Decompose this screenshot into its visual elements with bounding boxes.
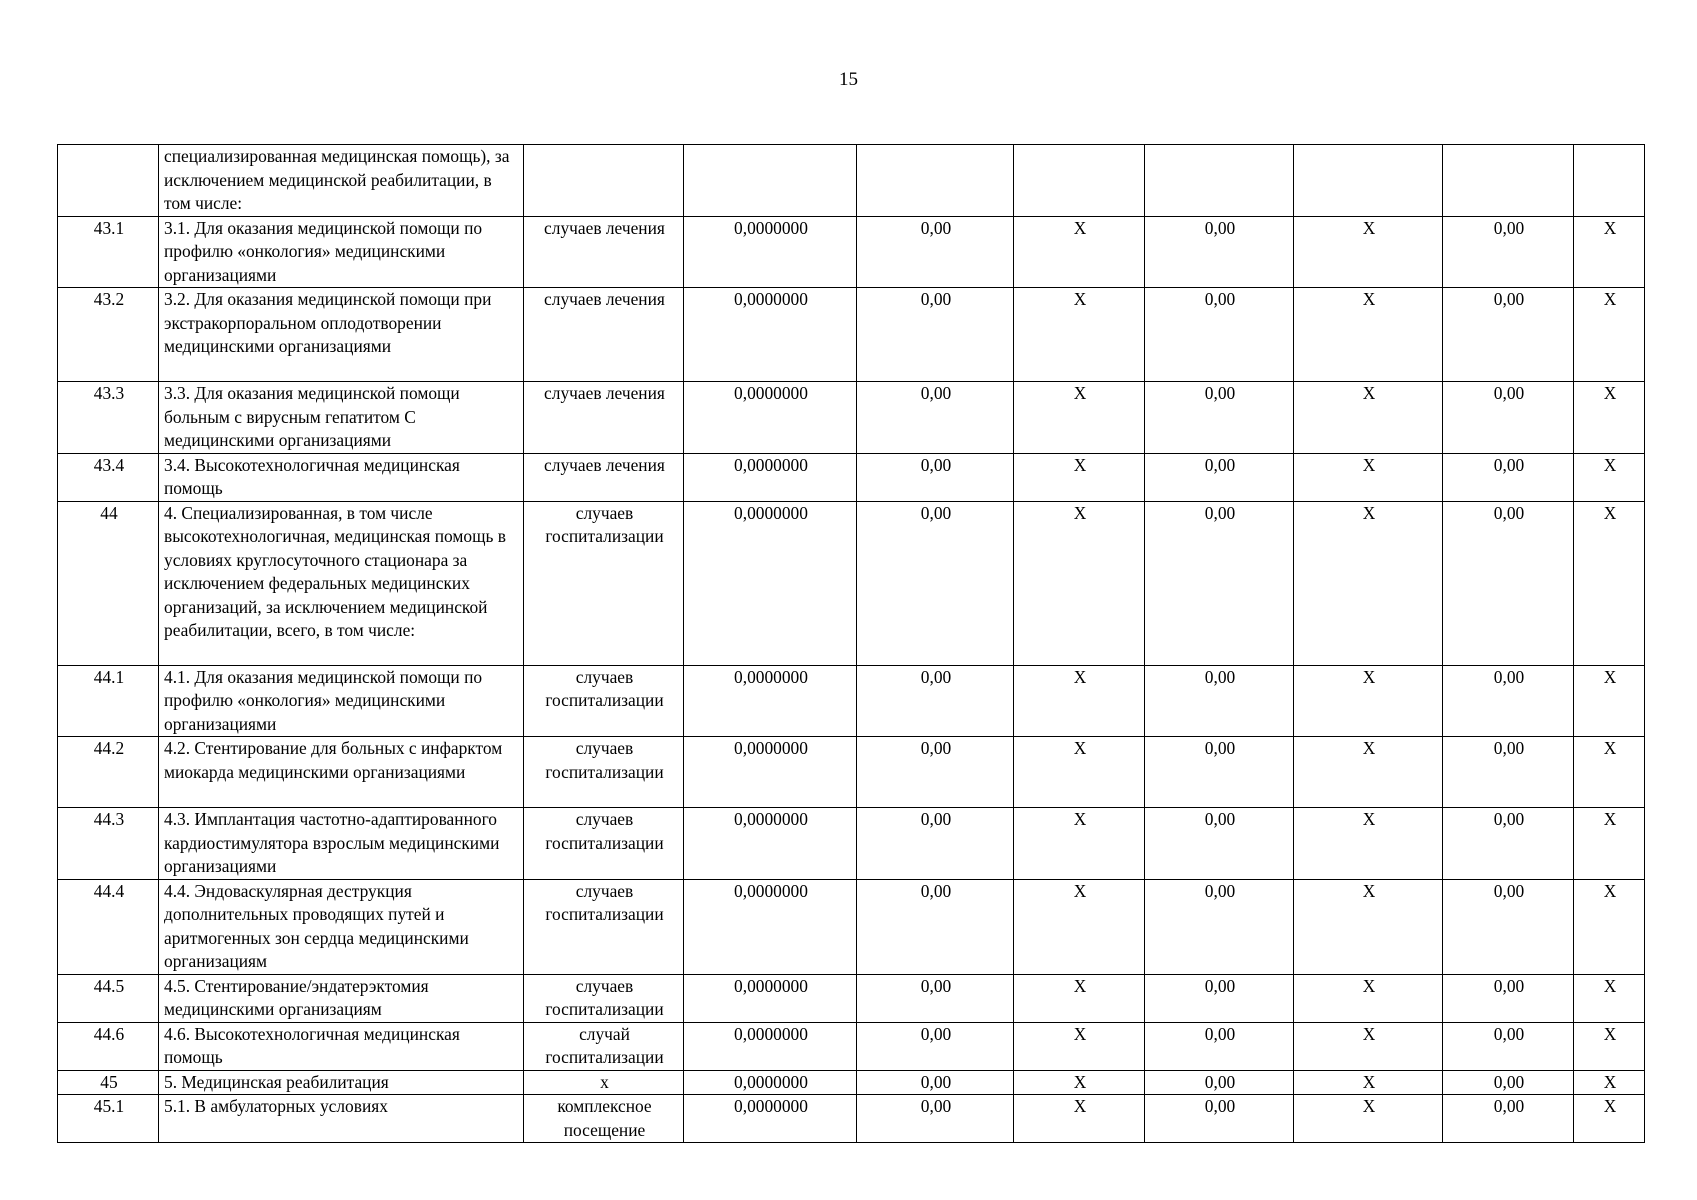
row-name-cell: 4.6. Высокотехнологичная медицинская помощь (159, 1022, 524, 1070)
row-unit-cell (524, 145, 684, 217)
row-value-cell-2: 0,00 (1145, 1022, 1294, 1070)
table-row (58, 879, 1645, 974)
row-unit-cell: случаев госпитализации (524, 501, 684, 665)
row-x-cell-2: X (1294, 808, 1443, 880)
row-value-cell-2: 0,00 (1145, 453, 1294, 501)
row-x-cell-1: X (1014, 501, 1145, 665)
row-x-cell-3: X (1574, 382, 1645, 454)
row-unit-cell: случаев госпитализации (524, 879, 684, 974)
row-name-cell: 4.1. Для оказания медицинской помощи по профилю «онкология» медицинскими организациями (159, 665, 524, 737)
row-norm-cell: 0,0000000 (684, 1070, 857, 1095)
row-value-cell-1: 0,00 (857, 1022, 1014, 1070)
row-x-cell-3: X (1574, 974, 1645, 1022)
row-x-cell-1: X (1014, 216, 1145, 288)
row-x-cell-3: X (1574, 501, 1645, 665)
table-row (58, 1095, 1645, 1143)
row-number-cell: 44.2 (58, 737, 159, 808)
row-x-cell-2: X (1294, 1070, 1443, 1095)
row-value-cell-2: 0,00 (1145, 737, 1294, 808)
row-x-cell-1: X (1014, 879, 1145, 974)
row-number-cell: 44.6 (58, 1022, 159, 1070)
row-x-cell-2: X (1294, 974, 1443, 1022)
row-value-cell-2: 0,00 (1145, 808, 1294, 880)
row-name-cell: 4.2. Стентирование для больных с инфарктом миокарда медицинскими организациями (159, 737, 524, 808)
row-x-cell-2: X (1294, 1095, 1443, 1143)
row-x-cell-2: X (1294, 382, 1443, 454)
row-value-cell-1: 0,00 (857, 665, 1014, 737)
row-unit-cell: случаев госпитализации (524, 737, 684, 808)
row-x-cell-1: X (1014, 665, 1145, 737)
row-x-cell-3: X (1574, 1022, 1645, 1070)
row-value-cell-3: 0,00 (1443, 382, 1574, 454)
row-x-cell-1: X (1014, 1095, 1145, 1143)
row-unit-cell: случаев лечения (524, 382, 684, 454)
row-value-cell-1: 0,00 (857, 737, 1014, 808)
row-value-cell-1: 0,00 (857, 382, 1014, 454)
row-norm-cell: 0,0000000 (684, 737, 857, 808)
row-number-cell: 43.1 (58, 216, 159, 288)
row-x-cell-2 (1294, 145, 1443, 217)
row-x-cell-2: X (1294, 1022, 1443, 1070)
row-value-cell-3 (1443, 145, 1574, 217)
row-norm-cell: 0,0000000 (684, 665, 857, 737)
row-unit-cell: случаев лечения (524, 453, 684, 501)
row-value-cell-1: 0,00 (857, 501, 1014, 665)
row-name-cell: 4.4. Эндоваскулярная деструкция дополнительных проводящих путей и аритмогенных зон сердца медицинскими организациям (159, 879, 524, 974)
row-name-cell: 3.2. Для оказания медицинской помощи при экстракорпоральном оплодотворении медицинскими организациями (159, 288, 524, 382)
table-row (58, 216, 1645, 288)
row-norm-cell: 0,0000000 (684, 879, 857, 974)
row-x-cell-1: X (1014, 737, 1145, 808)
row-x-cell-2: X (1294, 665, 1443, 737)
row-x-cell-1: X (1014, 1070, 1145, 1095)
table-row (58, 808, 1645, 880)
row-value-cell-2: 0,00 (1145, 382, 1294, 454)
row-number-cell: 44.5 (58, 974, 159, 1022)
table-body (58, 145, 1645, 1143)
row-name-cell: специализированная медицинская помощь), за исключением медицинской реабилитации, в том числе: (159, 145, 524, 217)
row-unit-cell: х (524, 1070, 684, 1095)
row-value-cell-2: 0,00 (1145, 288, 1294, 382)
row-x-cell-2: X (1294, 501, 1443, 665)
row-x-cell-2: X (1294, 216, 1443, 288)
row-x-cell-3: X (1574, 879, 1645, 974)
row-x-cell-3 (1574, 145, 1645, 217)
row-unit-cell: случаев лечения (524, 288, 684, 382)
row-number-cell: 44 (58, 501, 159, 665)
row-value-cell-2: 0,00 (1145, 1095, 1294, 1143)
row-x-cell-3: X (1574, 216, 1645, 288)
row-value-cell-3: 0,00 (1443, 288, 1574, 382)
row-norm-cell: 0,0000000 (684, 501, 857, 665)
row-value-cell-3: 0,00 (1443, 453, 1574, 501)
row-norm-cell: 0,0000000 (684, 808, 857, 880)
row-unit-cell: случай госпитализации (524, 1022, 684, 1070)
row-value-cell-3: 0,00 (1443, 1070, 1574, 1095)
table-row (58, 1022, 1645, 1070)
row-unit-cell: комплексное посещение (524, 1095, 684, 1143)
row-value-cell-3: 0,00 (1443, 1022, 1574, 1070)
row-value-cell-1: 0,00 (857, 1095, 1014, 1143)
row-x-cell-3: X (1574, 665, 1645, 737)
row-value-cell-1: 0,00 (857, 216, 1014, 288)
row-norm-cell (684, 145, 857, 217)
row-number-cell: 43.4 (58, 453, 159, 501)
row-value-cell-3: 0,00 (1443, 665, 1574, 737)
row-number-cell: 43.3 (58, 382, 159, 454)
row-x-cell-2: X (1294, 453, 1443, 501)
table-row (58, 145, 1645, 217)
row-value-cell-1 (857, 145, 1014, 217)
row-x-cell-2: X (1294, 288, 1443, 382)
row-value-cell-2: 0,00 (1145, 665, 1294, 737)
row-value-cell-3: 0,00 (1443, 216, 1574, 288)
row-value-cell-3: 0,00 (1443, 974, 1574, 1022)
row-number-cell: 43.2 (58, 288, 159, 382)
row-value-cell-1: 0,00 (857, 879, 1014, 974)
row-x-cell-3: X (1574, 288, 1645, 382)
row-norm-cell: 0,0000000 (684, 216, 857, 288)
row-value-cell-3: 0,00 (1443, 501, 1574, 665)
row-unit-cell: случаев лечения (524, 216, 684, 288)
row-unit-cell: случаев госпитализации (524, 974, 684, 1022)
row-x-cell-3: X (1574, 453, 1645, 501)
row-value-cell-3: 0,00 (1443, 808, 1574, 880)
table-row (58, 453, 1645, 501)
table-row (58, 1070, 1645, 1095)
row-norm-cell: 0,0000000 (684, 1022, 857, 1070)
row-number-cell (58, 145, 159, 217)
row-value-cell-2 (1145, 145, 1294, 217)
row-value-cell-2: 0,00 (1145, 501, 1294, 665)
row-x-cell-1: X (1014, 974, 1145, 1022)
row-value-cell-1: 0,00 (857, 808, 1014, 880)
row-x-cell-1: X (1014, 288, 1145, 382)
row-x-cell-1 (1014, 145, 1145, 217)
row-x-cell-2: X (1294, 879, 1443, 974)
row-norm-cell: 0,0000000 (684, 382, 857, 454)
row-value-cell-1: 0,00 (857, 453, 1014, 501)
table-row (58, 288, 1645, 382)
row-unit-cell: случаев госпитализации (524, 808, 684, 880)
row-number-cell: 44.1 (58, 665, 159, 737)
row-number-cell: 45 (58, 1070, 159, 1095)
row-name-cell: 3.3. Для оказания медицинской помощи больным с вирусным гепатитом С медицинскими организациями (159, 382, 524, 454)
row-name-cell: 4. Специализированная, в том числе высокотехнологичная, медицинская помощь в условиях круглосуточного стационара за исключением федеральных медицинских организаций, за исключением медицинской реабилитации, всего, в том числе: (159, 501, 524, 665)
row-norm-cell: 0,0000000 (684, 1095, 857, 1143)
row-norm-cell: 0,0000000 (684, 974, 857, 1022)
row-x-cell-3: X (1574, 1070, 1645, 1095)
row-value-cell-2: 0,00 (1145, 974, 1294, 1022)
row-number-cell: 45.1 (58, 1095, 159, 1143)
row-value-cell-2: 0,00 (1145, 216, 1294, 288)
page-number: 15 (839, 69, 858, 90)
row-value-cell-3: 0,00 (1443, 737, 1574, 808)
row-name-cell: 4.5. Стентирование/эндатерэктомия медицинскими организациям (159, 974, 524, 1022)
row-name-cell: 4.3. Имплантация частотно-адаптированного кардиостимулятора взрослым медицинскими организациями (159, 808, 524, 880)
row-number-cell: 44.4 (58, 879, 159, 974)
row-x-cell-1: X (1014, 382, 1145, 454)
row-name-cell: 5.1. В амбулаторных условиях (159, 1095, 524, 1143)
data-table (57, 144, 1645, 1143)
row-x-cell-2: X (1294, 737, 1443, 808)
row-x-cell-3: X (1574, 808, 1645, 880)
row-value-cell-1: 0,00 (857, 974, 1014, 1022)
table-row (58, 382, 1645, 454)
table-row (58, 737, 1645, 808)
row-value-cell-2: 0,00 (1145, 1070, 1294, 1095)
row-x-cell-3: X (1574, 1095, 1645, 1143)
row-unit-cell: случаев госпитализации (524, 665, 684, 737)
row-x-cell-1: X (1014, 1022, 1145, 1070)
row-value-cell-1: 0,00 (857, 288, 1014, 382)
row-norm-cell: 0,0000000 (684, 288, 857, 382)
row-value-cell-1: 0,00 (857, 1070, 1014, 1095)
row-name-cell: 3.1. Для оказания медицинской помощи по профилю «онкология» медицинскими организациями (159, 216, 524, 288)
row-norm-cell: 0,0000000 (684, 453, 857, 501)
table-row (58, 665, 1645, 737)
row-value-cell-3: 0,00 (1443, 879, 1574, 974)
table-row (58, 501, 1645, 665)
row-name-cell: 5. Медицинская реабилитация (159, 1070, 524, 1095)
row-value-cell-2: 0,00 (1145, 879, 1294, 974)
row-value-cell-3: 0,00 (1443, 1095, 1574, 1143)
row-x-cell-3: X (1574, 737, 1645, 808)
table-row (58, 974, 1645, 1022)
row-name-cell: 3.4. Высокотехнологичная медицинская помощь (159, 453, 524, 501)
row-x-cell-1: X (1014, 453, 1145, 501)
row-number-cell: 44.3 (58, 808, 159, 880)
row-x-cell-1: X (1014, 808, 1145, 880)
